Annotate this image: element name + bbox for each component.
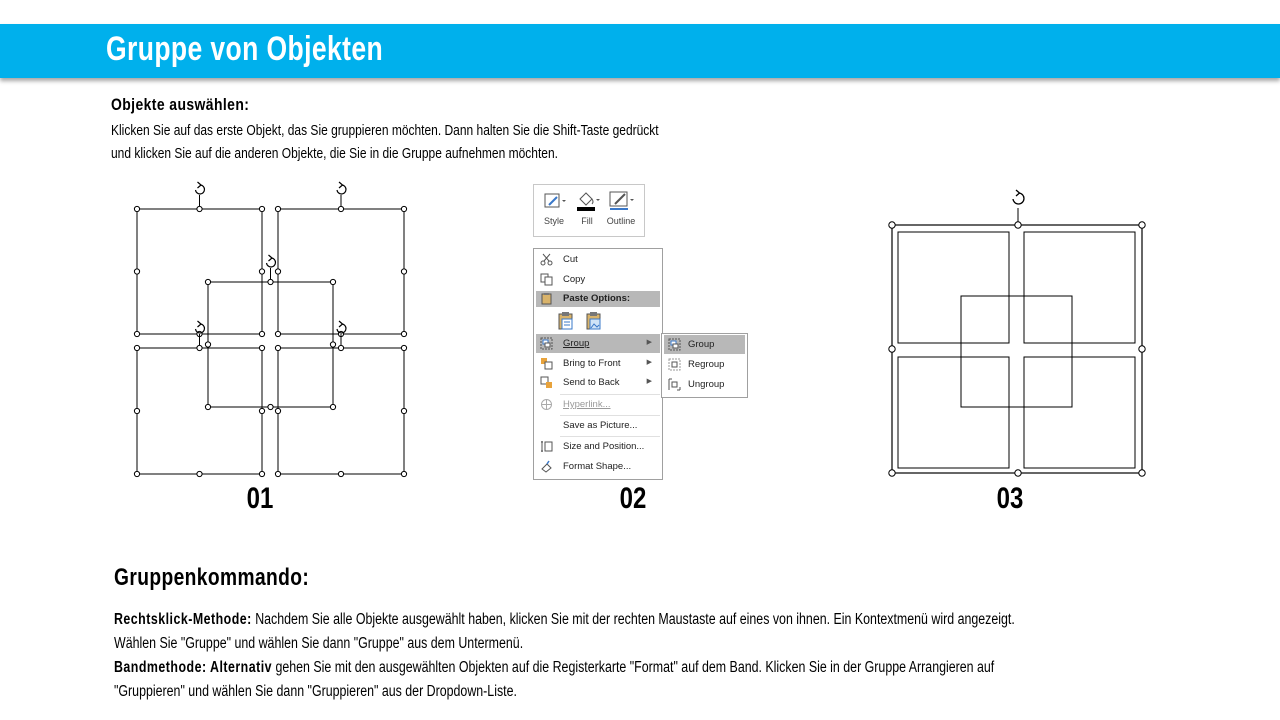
outline-pen-icon <box>606 190 636 212</box>
section-title-select: Objekte auswählen: <box>111 95 250 114</box>
resize-handle <box>401 206 406 211</box>
resize-handle <box>134 345 139 350</box>
paste-options-header <box>536 291 660 307</box>
ribbon-fill-label: Fill <box>581 216 593 226</box>
paste-picture-icon[interactable] <box>584 311 604 331</box>
menu-item-label: Format Shape... <box>563 461 632 472</box>
context-menu <box>533 248 663 480</box>
submenu-arrow-icon: ▶ <box>646 378 652 385</box>
figure-label-1: 01 <box>246 482 274 515</box>
resize-handle <box>275 269 280 274</box>
clipboard-icon <box>540 292 553 305</box>
menu-item-cut[interactable] <box>536 250 660 269</box>
menu-item-label: Save as Picture... <box>563 420 638 431</box>
selected-shape-outline <box>278 348 404 474</box>
menu-item-copy[interactable] <box>536 270 660 289</box>
resize-handle <box>134 206 139 211</box>
ribbon-outline-label: Outline <box>606 216 636 226</box>
resize-handle <box>401 345 406 350</box>
scissors-icon <box>540 253 553 266</box>
style-icon <box>541 191 567 211</box>
menu-item-send-to-back[interactable] <box>536 373 660 392</box>
resize-handle <box>268 279 273 284</box>
menu-item-label: Group <box>563 338 590 349</box>
resize-handle <box>275 471 280 476</box>
resize-handle <box>275 206 280 211</box>
rotate-arrow <box>198 321 202 327</box>
body-line: "Gruppieren" und wählen Sie dann "Gruppieren" aus der Dropdown-Liste. <box>114 683 517 700</box>
submenu-item-group[interactable] <box>664 335 745 354</box>
send-to-back-icon <box>540 376 553 389</box>
resize-handle <box>134 269 139 274</box>
resize-handle <box>275 408 280 413</box>
resize-handle <box>330 342 335 347</box>
paste-options-label: Paste Options: <box>563 293 631 304</box>
resize-handle <box>338 206 343 211</box>
figure-grouped-shape <box>880 186 1160 486</box>
menu-item-label: Size and Position... <box>563 441 645 452</box>
resize-handle <box>259 345 264 350</box>
ribbon-fill-button[interactable] <box>570 189 604 226</box>
resize-handle <box>338 471 343 476</box>
ungroup-icon <box>668 378 681 391</box>
resize-handle <box>275 345 280 350</box>
resize-handle <box>259 206 264 211</box>
submenu-item-label: Ungroup <box>688 379 725 390</box>
group-icon <box>668 338 681 351</box>
selected-shape-outline <box>137 348 262 474</box>
resize-handle <box>197 206 202 211</box>
resize-handle <box>330 279 335 284</box>
fill-bucket-icon <box>573 190 601 212</box>
size-position-icon <box>540 440 553 453</box>
submenu-item-regroup[interactable] <box>664 355 745 374</box>
regroup-icon <box>668 358 681 371</box>
group-submenu <box>661 333 748 398</box>
section-title-group-command: Gruppenkommando: <box>114 564 310 591</box>
figure-label-2: 02 <box>619 482 647 515</box>
resize-handle <box>401 408 406 413</box>
resize-handle <box>197 345 202 350</box>
resize-handle <box>401 471 406 476</box>
selected-shape-outline <box>208 282 333 407</box>
body-line: Klicken Sie auf das erste Objekt, das Sie gruppieren möchten. Dann halten Sie die Shift-Taste gedrückt <box>111 122 659 139</box>
copy-icon <box>540 273 553 286</box>
hyperlink-icon <box>540 398 553 411</box>
resize-handle <box>259 269 264 274</box>
paste-keep-source-icon[interactable] <box>556 311 576 331</box>
ribbon-outline-button[interactable] <box>604 189 638 226</box>
selected-shape-outline <box>278 209 404 334</box>
resize-handle <box>268 404 273 409</box>
menu-item-label: Cut <box>563 254 578 265</box>
resize-handle <box>205 342 210 347</box>
menu-item-label: Send to Back <box>563 377 620 388</box>
ribbon-method-text: gehen Sie mit den ausgewählten Objekten auf die Registerkarte "Format" auf dem Band. Klicken Sie in der Gruppe Arrangieren auf <box>272 659 995 676</box>
figure-selected-shapes <box>120 178 420 488</box>
body-line: Wählen Sie "Gruppe" und wählen Sie dann "Gruppe" aus dem Untermenü. <box>114 635 524 652</box>
resize-handle <box>401 269 406 274</box>
submenu-arrow-icon: ▶ <box>646 359 652 366</box>
bring-to-front-icon <box>540 357 553 370</box>
section-body-group-command <box>114 608 1098 704</box>
rotate-arrow <box>269 255 273 261</box>
header-bar <box>0 24 1280 78</box>
resize-handle <box>197 471 202 476</box>
submenu-arrow-icon: ▶ <box>646 339 652 346</box>
rotate-arrow <box>339 182 343 188</box>
ribbon-shape-styles <box>533 184 645 237</box>
menu-item-save-as-picture[interactable] <box>536 416 660 435</box>
resize-handle <box>134 471 139 476</box>
resize-handle <box>259 408 264 413</box>
rightclick-text: Nachdem Sie alle Objekte ausgewählt haben, klicken Sie mit der rechten Maustaste auf eines von ihnen. Ein Kontextmenü wird angezeigt. <box>251 611 1015 628</box>
selected-shape-outline <box>137 209 262 334</box>
resize-handle <box>330 404 335 409</box>
resize-handle <box>134 408 139 413</box>
resize-handle <box>205 279 210 284</box>
body-line: und klicken Sie auf die anderen Objekte, die Sie in die Gruppe aufnehmen möchten. <box>111 145 558 162</box>
menu-item-label: Copy <box>563 274 586 285</box>
rotate-arrow <box>339 321 343 327</box>
menu-item-hyperlink <box>536 395 660 414</box>
submenu-item-ungroup[interactable] <box>664 375 745 394</box>
menu-item-label: Hyperlink... <box>563 399 611 410</box>
ribbon-style-label: Style <box>543 216 564 226</box>
page-title: Gruppe von Objekten <box>106 30 384 68</box>
menu-item-bring-to-front[interactable] <box>536 354 660 373</box>
rightclick-label: Rechtsklick-Methode: <box>114 611 252 628</box>
resize-handle <box>134 331 139 336</box>
rotate-arrow <box>198 182 202 188</box>
body-line <box>114 608 1098 632</box>
menu-item-format-shape[interactable] <box>536 457 660 476</box>
submenu-item-label: Regroup <box>688 359 725 370</box>
menu-item-label: Bring to Front <box>563 358 621 369</box>
menu-item-size-and-position[interactable] <box>536 437 660 456</box>
rotate-handle-icon <box>1013 190 1024 204</box>
resize-handle <box>259 331 264 336</box>
ribbon-style-button[interactable] <box>537 189 571 226</box>
format-shape-icon <box>540 460 553 473</box>
resize-handle <box>259 471 264 476</box>
resize-handle <box>401 331 406 336</box>
submenu-item-label: Group <box>688 339 715 350</box>
menu-item-group[interactable] <box>536 334 660 353</box>
resize-handle <box>205 404 210 409</box>
section-body-select <box>111 119 719 165</box>
ribbon-method-label: Bandmethode: Alternativ <box>114 659 273 676</box>
figure-label-3: 03 <box>996 482 1024 515</box>
resize-handle <box>275 331 280 336</box>
resize-handle <box>338 345 343 350</box>
group-icon <box>540 337 553 350</box>
body-line <box>114 656 1098 680</box>
